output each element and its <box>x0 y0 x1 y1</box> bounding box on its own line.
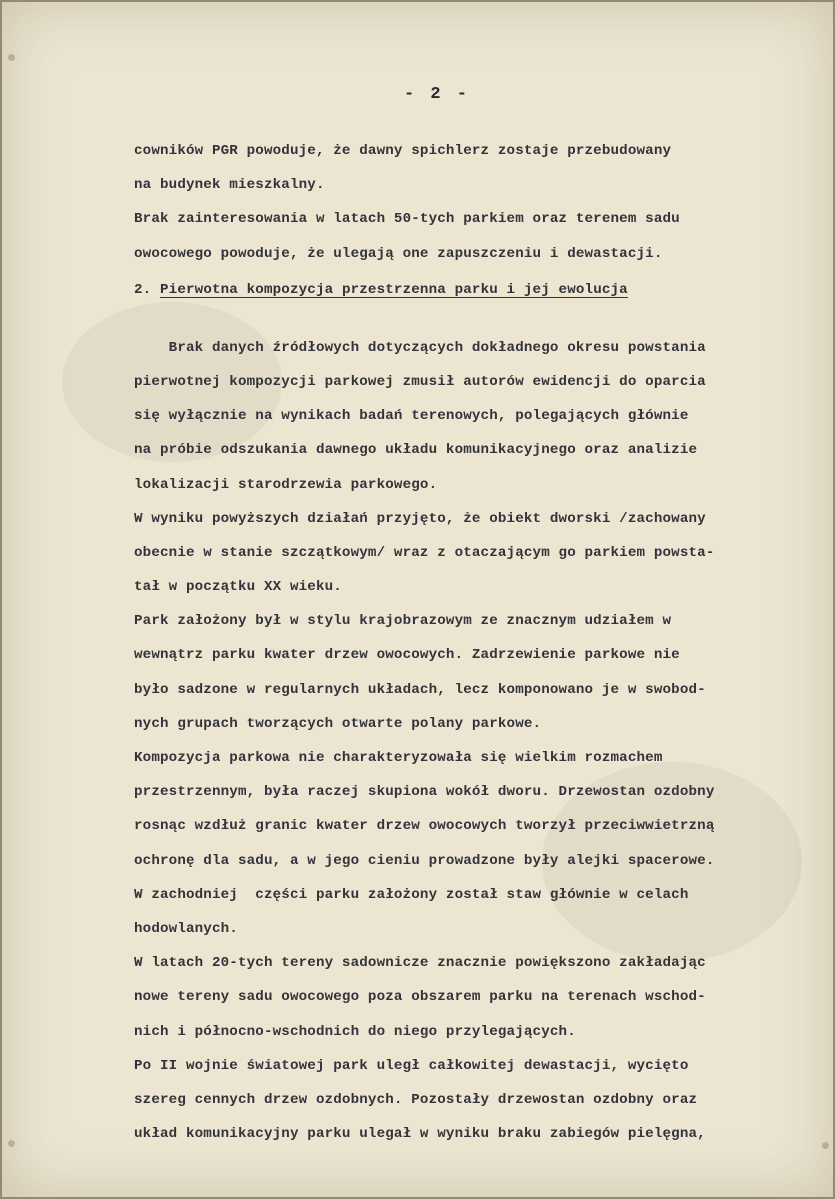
punch-hole <box>8 54 15 61</box>
text-line: Brak danych źródłowych dotyczących dokładnego okresu powstania <box>134 339 706 356</box>
text-line: W latach 20-tych tereny sadownicze znacznie powiększono zakładając <box>134 955 706 972</box>
section-title: Pierwotna kompozycja przestrzenna parku i jej ewolucja <box>160 281 628 298</box>
text-line: na budynek mieszkalny. <box>134 177 325 194</box>
section-number: 2. <box>134 281 160 298</box>
text-line: hodowlanych. <box>134 920 238 937</box>
page-number: - 2 - <box>403 85 470 104</box>
typed-text <box>134 134 824 1151</box>
text-line: Po II wojnie światowej park uległ całkowitej dewastacji, wycięto <box>134 1057 689 1074</box>
text-line: przestrzennym, była raczej skupiona wokół dworu. Drzewostan ozdobny <box>134 784 715 801</box>
text-line: nych grupach tworzących otwarte polany parkowe. <box>134 715 542 732</box>
text-line: W wyniku powyższych działań przyjęto, że obiekt dworski /zachowany <box>134 510 706 527</box>
text-line: rosnąc wzdłuż granic kwater drzew owocowych tworzył przeciwwietrzną <box>134 818 715 835</box>
text-line: ochronę dla sadu, a w jego cieniu prowadzone były alejki spacerowe. <box>134 852 715 869</box>
text-line: W zachodniej części parku założony został staw głównie w celach <box>134 886 689 903</box>
text-line: obecnie w stanie szczątkowym/ wraz z otaczającym go parkiem powsta- <box>134 544 715 561</box>
text-line: Brak zainteresowania w latach 50-tych parkiem oraz terenem sadu <box>134 211 680 228</box>
text-line: wewnątrz parku kwater drzew owocowych. Zadrzewienie parkowe nie <box>134 647 680 664</box>
text-line: lokalizacji starodrzewia parkowego. <box>134 476 438 493</box>
text-line: pierwotnej kompozycji parkowej zmusił autorów ewidencji do oparcia <box>134 373 706 390</box>
text-line: cowników PGR powoduje, że dawny spichlerz zostaje przebudowany <box>134 143 672 159</box>
text-line: nich i północno-wschodnich do niego przylegających. <box>134 1023 576 1040</box>
text-line: było sadzone w regularnych układach, lecz komponowano je w swobod- <box>134 681 706 698</box>
punch-hole <box>8 1140 15 1147</box>
text-line: Kompozycja parkowa nie charakteryzowała się wielkim rozmachem <box>134 750 663 766</box>
text-line: się wyłącznie na wynikach badań terenowych, polegających głównie <box>134 408 689 425</box>
text-line: owocowego powoduje, że ulegają one zapuszczeniu i dewastacji. <box>134 245 663 262</box>
text-line: Park założony był w stylu krajobrazowym ze znacznym udziałem w <box>134 613 672 630</box>
blank-line <box>134 309 824 331</box>
text-line: na próbie odszukania dawnego układu komunikacyjnego oraz analizie <box>134 442 698 459</box>
text-line: nowe tereny sadu owocowego poza obszarem parku na terenach wschod- <box>134 989 706 1006</box>
section-heading <box>134 271 824 309</box>
text-line: tał w początku XX wieku. <box>134 579 342 596</box>
text-line: układ komunikacyjny parku ulegał w wyniku braku zabiegów pielęgna, <box>134 1126 706 1143</box>
text-line: szereg cennych drzew ozdobnych. Pozostały drzewostan ozdobny oraz <box>134 1091 698 1108</box>
